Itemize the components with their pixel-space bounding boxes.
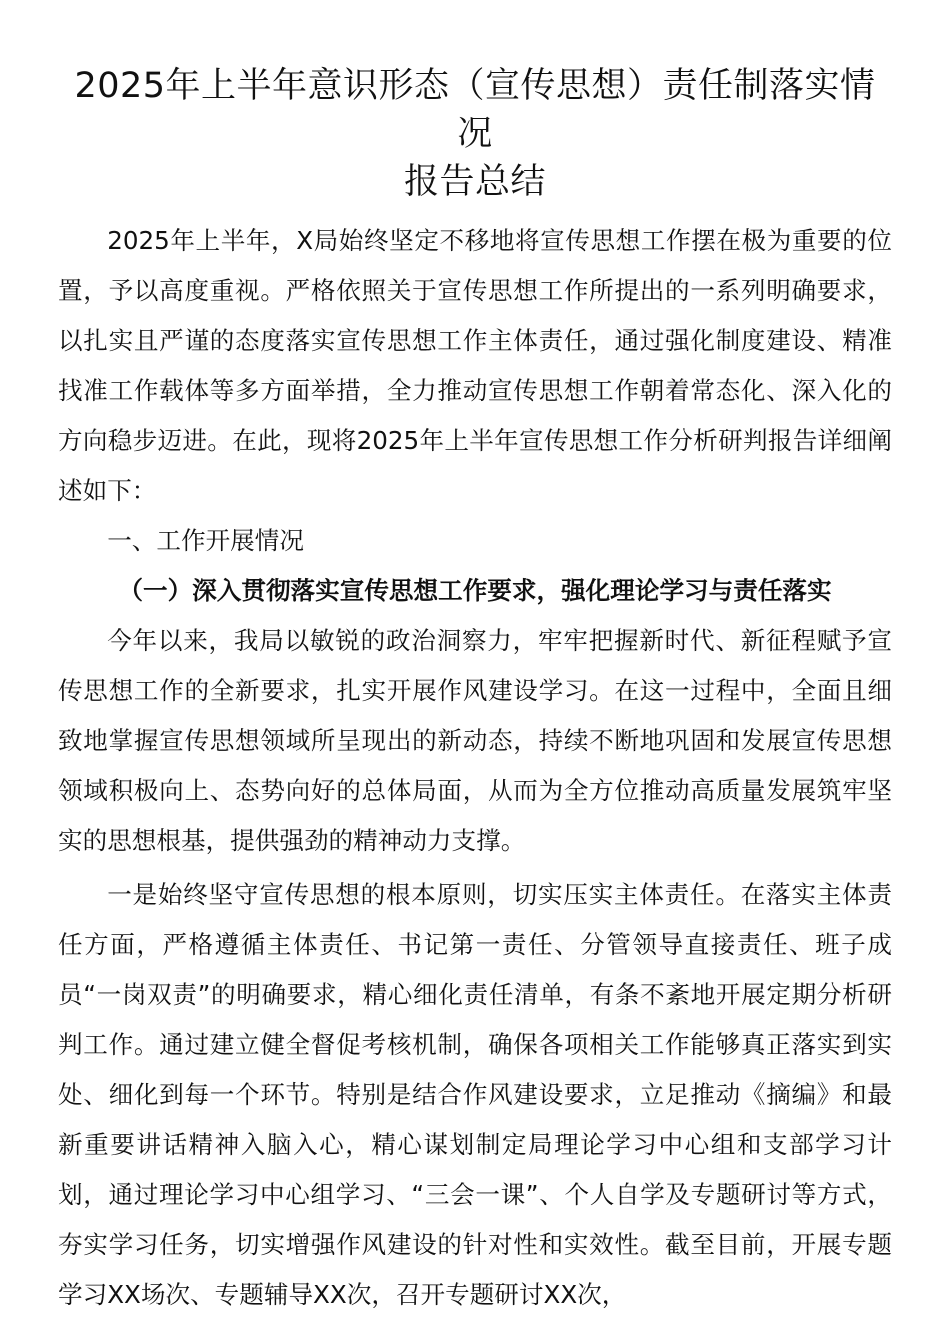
section-heading: 一、工作开展情况 <box>107 526 304 555</box>
body-paragraph: 一是始终坚守宣传思想的根本原则，切实压实主体责任。在落实主体责任方面，严格遵循主体责任、书记第一责任、分管领导直接责任、班子成员“一岗双责”的明确要求，精心细化责任清单，有条不紊地开展定期分析研判工作。通过建立健全督促考核机制，确保各项相关工作能够真正落实到实处、细化到每一个环节。特别是结合作风建设要求，立足推动《摘编》和最新重要讲话精神入脑入心，精心谋划制定局理论学习中心组和支部学习计划，通过理论学习中心组学习、“三会一课”、个人自学及专题研讨等方式，夯实学习任务，切实增强作风建设的针对性和实效性。截至目前，开展专题学习XX场次、专题辅导XX次，召开专题研讨XX次， <box>58 880 892 1309</box>
document-page <box>58 62 892 1320</box>
title-line-2: 报告总结 <box>403 162 546 202</box>
body-paragraph: 今年以来，我局以敏锐的政治洞察力，牢牢把握新时代、新征程赋予宣传思想工作的全新要求，扎实开展作风建设学习。在这一过程中，全面且细致地掌握宣传思想领域所呈现出的新动态，持续不断地巩固和发展宣传思想领域积极向上、态势向好的总体局面，从而为全方位推动高质量发展筑牢坚实的思想根基，提供强劲的精神动力支撑。 <box>58 626 892 855</box>
title-line-1: 2025年上半年意识形态（宣传思想）责任制落实情况 <box>74 66 876 154</box>
intro-paragraph: 2025年上半年，X局始终坚定不移地将宣传思想工作摆在极为重要的位置，予以高度重视。严格依照关于宣传思想工作所提出的一系列明确要求，以扎实且严谨的态度落实宣传思想工作主体责任，通过强化制度建设、精准找准工作载体等多方面举措，全力推动宣传思想工作朝着常态化、深入化的方向稳步迈进。在此，现将2025年上半年宣传思想工作分析研判报告详细阐述如下： <box>58 226 892 505</box>
document-title <box>58 62 892 206</box>
subsection-heading: （一）深入贯彻落实宣传思想工作要求，强化理论学习与责任落实 <box>118 576 832 605</box>
